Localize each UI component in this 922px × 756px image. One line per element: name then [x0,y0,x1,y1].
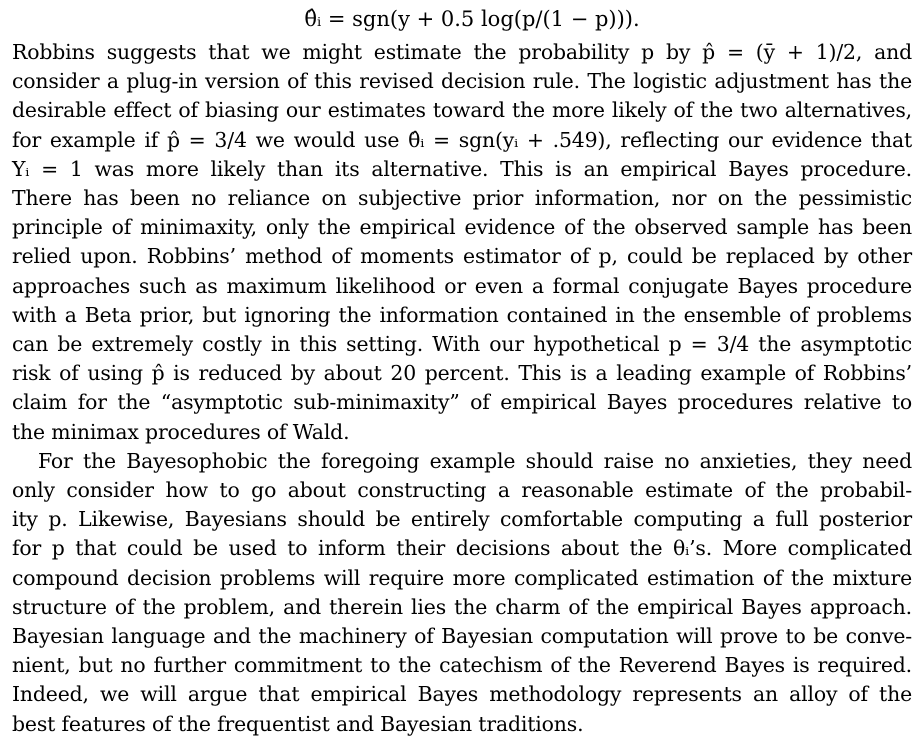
text-line: Bayesian language and the machinery of Bayesian computation will prove to be conve- [12,624,912,649]
text-line: structure of the problem, and therein lies the charm of the empirical Bayes approach. [12,594,912,619]
text-line: relied upon. Robbins’ method of moments estimator of p, could be replaced by other [12,244,912,269]
display-equation [12,4,912,38]
text-line: with a Beta prior, but ignoring the information contained in the ensemble of problems [12,302,912,327]
text-line: principle of minimaxity, only the empirical evidence of the observed sample has been [12,215,912,240]
text-line: can be extremely costly in this setting. With our hypothetical p = 3/4 the asymptotic [12,332,912,357]
text-line: consider a plug-in version of this revised decision rule. The logistic adjustment has the [12,69,912,94]
paragraph-1 [12,38,912,447]
text-line: Indeed, we will argue that empirical Bayes methodology represents an alloy of the [12,682,912,707]
text-line: only consider how to go about constructing a reasonable estimate of the probabil- [12,478,912,503]
text-line: desirable effect of biasing our estimates toward the more likely of the two alternatives, [12,98,912,123]
text-line: There has been no reliance on subjective prior information, nor on the pessimistic [12,186,912,211]
document-page [12,4,912,739]
text-line: the minimax procedures of Wald. [12,419,350,444]
text-line: Yᵢ = 1 was more likely than its alternative. This is an empirical Bayes procedure. [12,156,912,181]
text-line: nient, but no further commitment to the catechism of the Reverend Bayes is required. [12,653,912,678]
text-line: compound decision problems will require more complicated estimation of the mixture [12,565,912,590]
equation-text: θ̂ᵢ = sgn(y + 0.5 log(p/(1 − p))). [304,7,640,31]
text-line: best features of the frequentist and Bayesian traditions. [12,711,584,736]
text-line: approaches such as maximum likelihood or even a formal conjugate Bayes procedure [12,273,912,298]
text-line: For the Bayesophobic the foregoing example should raise no anxieties, they need [38,448,912,473]
text-line: for example if p̂ = 3/4 we would use θ̂ᵢ = sgn(yᵢ + .549), reflecting our evidence that [12,127,912,152]
text-line: ity p. Likewise, Bayesians should be entirely comfortable computing a full posterior [12,507,912,532]
paragraph-2 [12,447,912,739]
text-line: for p that could be used to inform their decisions about the θᵢ’s. More complicated [12,536,912,561]
text-line: risk of using p̂ is reduced by about 20 percent. This is a leading example of Robbins’ [12,361,912,386]
text-line: claim for the “asymptotic sub-minimaxity” of empirical Bayes procedures relative to [12,390,912,415]
text-line: Robbins suggests that we might estimate the probability p by p̂ = (ȳ + 1)/2, and [12,40,912,64]
